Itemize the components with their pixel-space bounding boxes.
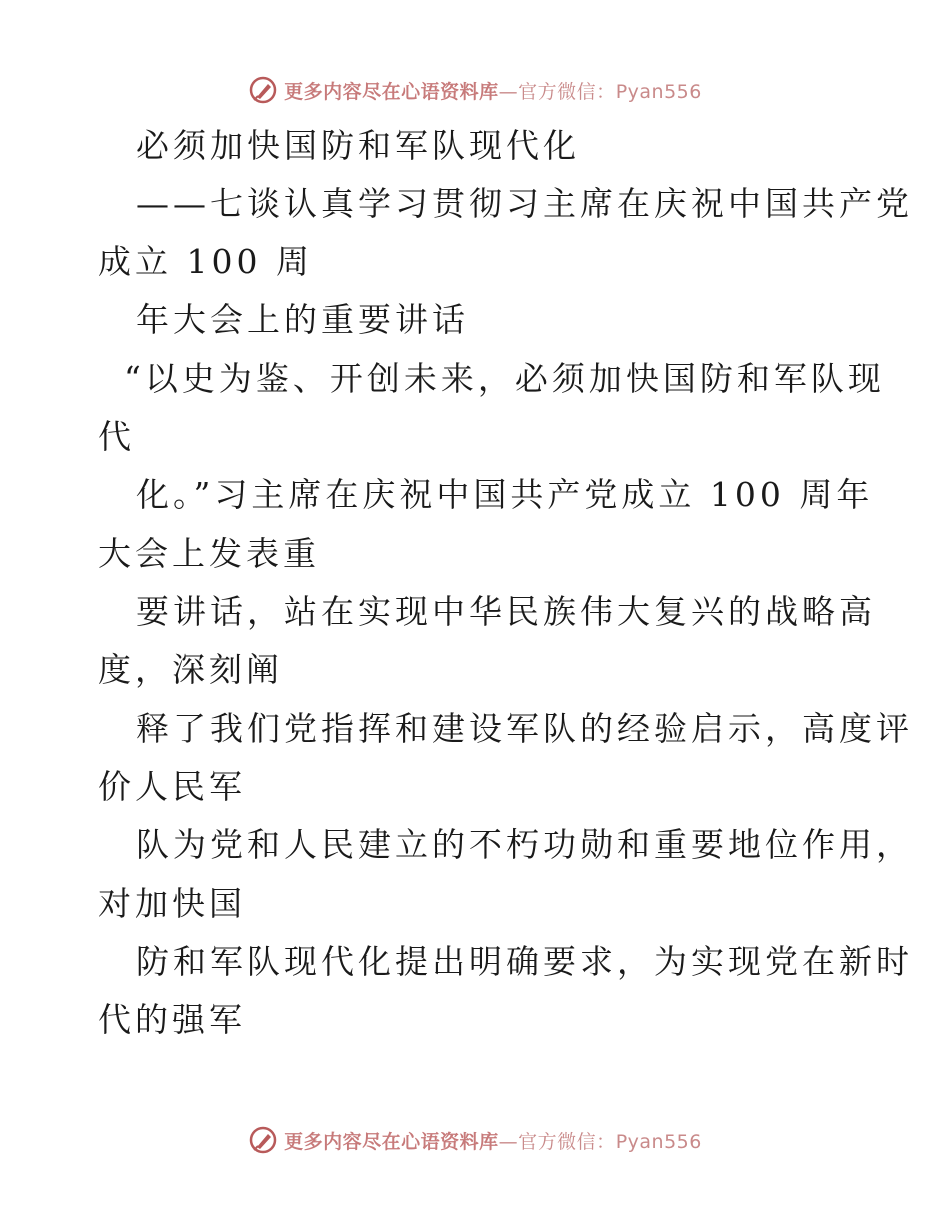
watermark-text bbox=[284, 1127, 702, 1154]
text-line: 释了我们党指挥和建设军队的经验启示，高度评 bbox=[136, 709, 913, 748]
watermark-brand: 更多内容尽在心语资料库 bbox=[284, 80, 499, 103]
text-line: 度，深刻阐 bbox=[98, 650, 283, 689]
text-line: 成立 100 周 bbox=[98, 242, 313, 281]
text-line: 队为党和人民建立的不朽功勋和重要地位作用， bbox=[136, 825, 913, 864]
text-line: 代 bbox=[98, 417, 135, 456]
text-line: 价人民军 bbox=[98, 767, 246, 806]
text-line: 对加快国 bbox=[98, 884, 246, 923]
watermark-separator: — bbox=[498, 1130, 519, 1153]
text-line: 大会上发表重 bbox=[98, 534, 320, 573]
document-title: 必须加快国防和军队现代化 bbox=[136, 126, 580, 165]
text-line: 年大会上的重要讲话 bbox=[136, 300, 469, 339]
text-line: “以史为鉴、开创未来，必须加快国防和军队现 bbox=[124, 359, 885, 398]
watermark-account: Pyan556 bbox=[615, 80, 702, 103]
text-line: 要讲话，站在实现中华民族伟大复兴的战略高 bbox=[136, 592, 876, 631]
watermark-suffix: 官方微信： bbox=[518, 1130, 616, 1153]
footer-watermark bbox=[0, 1122, 950, 1158]
watermark-suffix: 官方微信： bbox=[518, 80, 616, 103]
text-line: 化。”习主席在庆祝中国共产党成立 100 周年 bbox=[136, 475, 874, 514]
text-line: ——七谈认真学习贯彻习主席在庆祝中国共产党 bbox=[136, 184, 913, 223]
text-line: 防和军队现代化提出明确要求，为实现党在新时 bbox=[136, 942, 913, 981]
watermark-brand: 更多内容尽在心语资料库 bbox=[284, 1130, 499, 1153]
watermark-account: Pyan556 bbox=[615, 1130, 702, 1153]
quill-pen-logo-icon bbox=[248, 1125, 278, 1155]
watermark-separator: — bbox=[498, 80, 519, 103]
text-line: 代的强军 bbox=[98, 1000, 246, 1039]
